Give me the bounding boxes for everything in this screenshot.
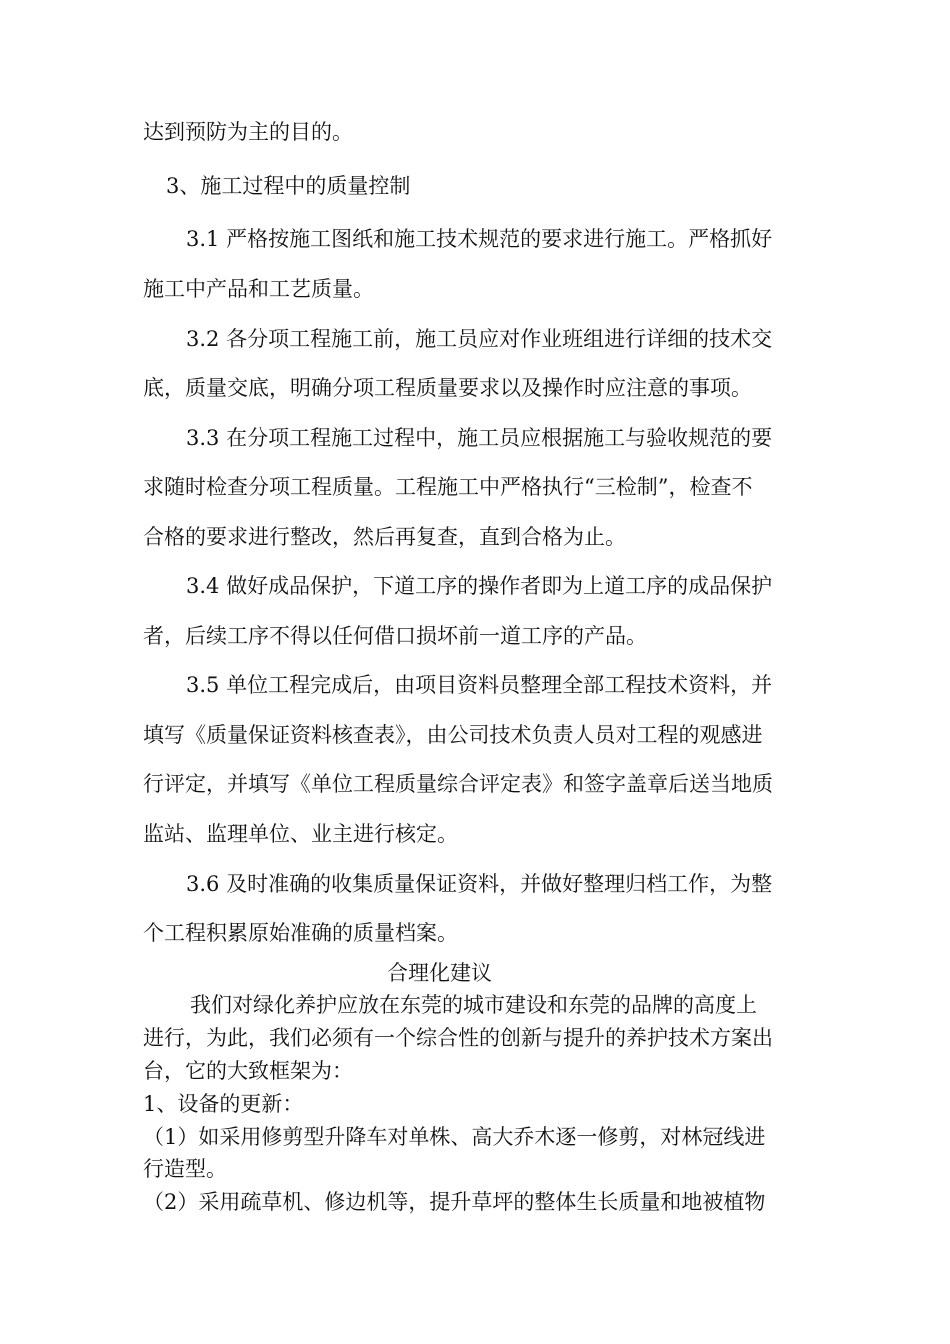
paragraph-line: 个工程积累原始准确的质量档案。 (143, 921, 458, 945)
paragraph-line: 3.5 单位工程完成后，由项目资料员整理全部工程技术资料，并 (186, 673, 773, 697)
paragraph-line: 监站、监理单位、业主进行核定。 (143, 822, 458, 846)
list-item-continuation: 行造型。 (143, 1157, 227, 1181)
paragraph-line: 3.6 及时准确的收集质量保证资料，并做好整理归档工作，为整 (186, 872, 773, 896)
section-heading: 3、施工过程中的质量控制 (166, 174, 411, 198)
paragraph-line: 行评定，并填写《单位工程质量综合评定表》和签字盖章后送当地质 (143, 772, 773, 796)
paragraph-line: 底，质量交底，明确分项工程质量要求以及操作时应注意的事项。 (143, 376, 752, 400)
paragraph-line: 3.4 做好成品保护，下道工序的操作者即为上道工序的成品保护 (186, 574, 773, 598)
paragraph-line: 填写《质量保证资料核查表》，由公司技术负责人员对工程的观感进 (143, 723, 763, 747)
paragraph-line: 达到预防为主的目的。 (143, 120, 353, 144)
paragraph-line: 3.3 在分项工程施工过程中，施工员应根据施工与验收规范的要 (186, 426, 773, 450)
paragraph-line: 合格的要求进行整改，然后再复查，直到合格为止。 (143, 525, 626, 549)
paragraph-line: 求随时检查分项工程质量。工程施工中严格执行“三检制”，检查不 (143, 475, 753, 499)
paragraph-line: 我们对绿化养护应放在东莞的城市建设和东莞的品牌的高度上 (190, 993, 757, 1017)
paragraph-line: 施工中产品和工艺质量。 (143, 277, 374, 301)
paragraph-line: 台，它的大致框架为： (143, 1059, 353, 1083)
list-item: （1）如采用修剪型升降车对单株、高大乔木逐一修剪，对林冠线进 (143, 1125, 766, 1149)
section-title: 合理化建议 (387, 961, 492, 985)
paragraph-line: 3.1 严格按施工图纸和施工技术规范的要求进行施工。严格抓好 (186, 227, 773, 251)
paragraph-line: 者，后续工序不得以任何借口损坏前一道工序的产品。 (143, 624, 647, 648)
list-item: （2）采用疏草机、修边机等，提升草坪的整体生长质量和地被植物 (143, 1190, 766, 1214)
paragraph-line: 3.2 各分项工程施工前，施工员应对作业班组进行详细的技术交 (186, 327, 773, 351)
paragraph-line: 进行，为此，我们必须有一个综合性的创新与提升的养护技术方案出 (143, 1026, 773, 1050)
list-heading: 1、设备的更新： (143, 1092, 304, 1116)
